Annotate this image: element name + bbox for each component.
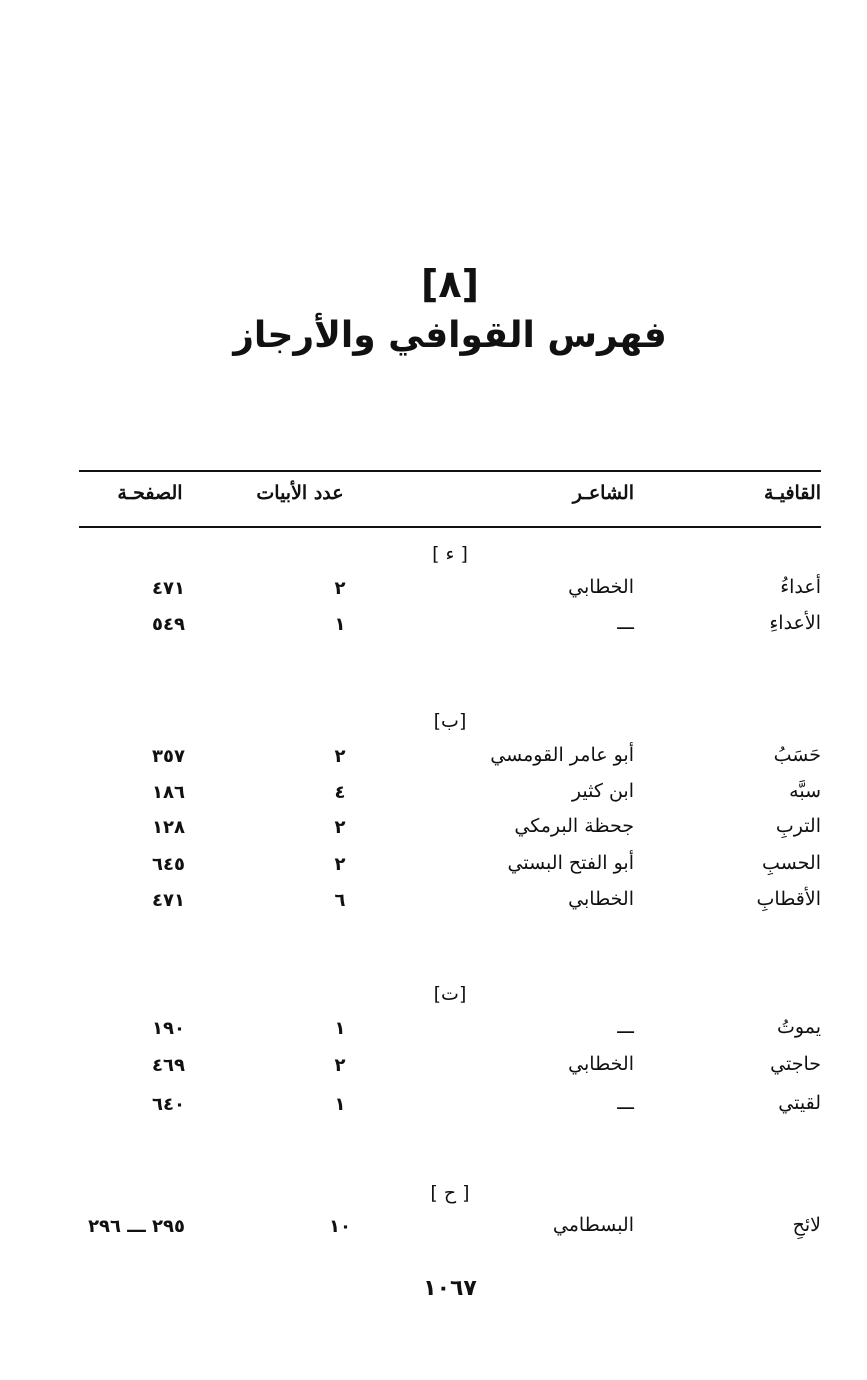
verses-cell: ٢ [334, 578, 346, 599]
poet-cell: الخطابي [568, 1053, 634, 1075]
page-title: فهرس القوافي والأرجاز [233, 315, 667, 356]
section-letter: [ت] [433, 983, 467, 1005]
verses-cell: ٦ [334, 890, 346, 911]
page-cell: ٦٤٠ [152, 1094, 185, 1115]
section-letter: [ ء ] [432, 543, 468, 565]
verses-cell: ١ [334, 1094, 346, 1115]
verses-cell: ٢ [334, 817, 346, 838]
poet-cell: ـــ [617, 1016, 634, 1038]
rhyme-cell: يموتُ [777, 1016, 821, 1038]
rhyme-cell: لقيتي [778, 1092, 821, 1114]
page-cell: ١٢٨ [152, 817, 185, 838]
poet-cell: أبو الفتح البستي [507, 852, 634, 874]
table-header-rule [79, 526, 821, 528]
poet-cell: ـــ [617, 612, 634, 634]
rhyme-cell: حَسَبُ [773, 744, 821, 766]
page-cell: ٢٩٥ ـــ ٢٩٦ [88, 1216, 185, 1237]
rhyme-cell: حاجتي [770, 1053, 821, 1075]
section-letter: [ب] [433, 710, 467, 732]
poet-cell: الخطابي [568, 888, 634, 910]
rhyme-cell: الحسبِ [762, 852, 821, 874]
rhyme-cell: أعداءُ [780, 576, 821, 598]
page-cell: ٣٥٧ [152, 746, 185, 767]
poet-cell: ابن كثير [571, 780, 634, 802]
column-header-page: الصفحـة [117, 482, 183, 504]
verses-cell: ١ [334, 1018, 346, 1039]
poet-cell: البسطامي [552, 1214, 634, 1236]
rhyme-cell: سبَّه [789, 780, 821, 802]
index-number: [٨] [421, 262, 479, 306]
poet-cell: جحظة البرمكي [514, 815, 634, 837]
verses-cell: ٤ [334, 782, 346, 803]
page-cell: ٤٧١ [152, 890, 185, 911]
footer-page-number: ١٠٦٧ [423, 1276, 477, 1301]
poet-cell: الخطابي [568, 576, 634, 598]
page-cell: ٥٤٩ [152, 614, 185, 635]
table-top-rule [79, 470, 821, 472]
poet-cell: ـــ [617, 1092, 634, 1114]
poet-cell: أبو عامر القومسي [490, 744, 634, 766]
verses-cell: ٢ [334, 746, 346, 767]
page-cell: ٤٦٩ [152, 1055, 185, 1076]
verses-cell: ٢ [334, 854, 346, 875]
verses-cell: ٢ [334, 1055, 346, 1076]
column-header-rhyme: القافيـة [763, 482, 821, 504]
column-header-verses: عدد الأبيات [256, 482, 344, 504]
page-cell: ١٨٦ [152, 782, 185, 803]
rhyme-cell: لائحِ [792, 1214, 821, 1236]
page-cell: ١٩٠ [152, 1018, 185, 1039]
verses-cell: ١ [334, 614, 346, 635]
rhyme-cell: الأقطابِ [756, 888, 821, 910]
rhyme-cell: الأعداءِ [769, 612, 821, 634]
section-letter: [ ح ] [430, 1182, 470, 1204]
rhyme-cell: التربِ [775, 815, 821, 837]
verses-cell: ١٠ [329, 1216, 351, 1237]
page-cell: ٦٤٥ [152, 854, 185, 875]
page-cell: ٤٧١ [152, 578, 185, 599]
column-header-poet: الشاعـر [572, 482, 634, 504]
